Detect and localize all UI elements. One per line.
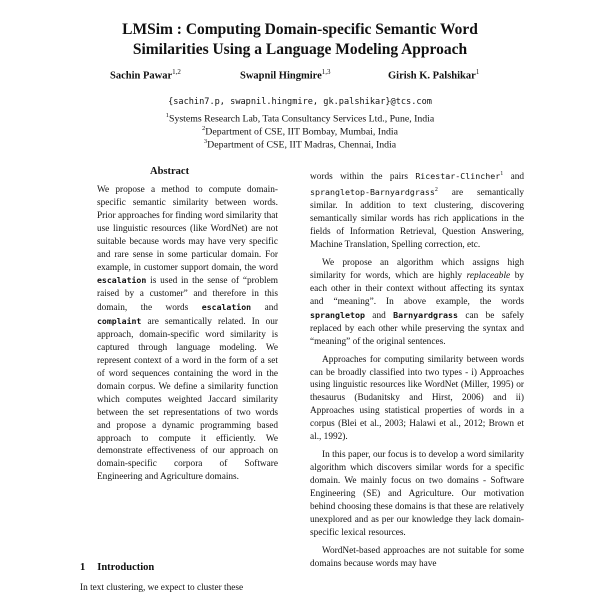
- affiliation-sup: 2: [202, 125, 206, 132]
- term-ricestar-clincher: Ricestar-Clincher: [415, 171, 501, 182]
- text: and: [503, 172, 525, 183]
- author-sup: 1: [475, 68, 480, 76]
- affiliation-text: Department of CSE, IIT Bombay, Mumbai, India: [205, 126, 398, 138]
- affiliation-3: [0, 135, 600, 151]
- author-2: [240, 68, 331, 82]
- author-1: [110, 68, 181, 82]
- section-heading-introduction: [80, 562, 154, 573]
- text: can be safely replaced by each other while preserving the syntax and “meaning” of the original sentences.: [310, 310, 524, 347]
- right-column: [310, 168, 524, 576]
- footnote-marker: 1: [500, 171, 504, 177]
- author-name: Sachin Pawar: [110, 70, 173, 82]
- emphasis: replaceable: [466, 270, 511, 281]
- paper-title: [0, 20, 600, 60]
- term-sprangletop: sprangletop: [310, 309, 365, 320]
- affiliation-text: Department of CSE, IIT Madras, Chennai, India: [207, 139, 397, 151]
- text: and: [364, 310, 394, 321]
- author-name: Swapnil Hingmire: [240, 70, 322, 82]
- abstract-text: and: [251, 303, 278, 314]
- term-escalation: escalation: [97, 275, 147, 286]
- abstract-text: are semantically related. In our approach, domain-specific word similarity is captured through language modeling. We represent context of a word in the form of a set of word sequences containing the word in the domain corpus. We define a similarity function which computes weighted Jaccard similarity between the set representations of two words and propose a dynamic programming based approach to compute it efficiently. We demonstrate effectiveness of our approach on domain-specific corpora of Software Engineering and Agriculture domains.: [97, 317, 278, 483]
- title-line-2: Similarities Using a Language Modeling Approach: [132, 41, 468, 58]
- paragraph: [310, 257, 524, 349]
- title-line-1: LMSim : Computing Domain-specific Semantic Word: [122, 21, 478, 38]
- author-3: [388, 68, 479, 82]
- affiliation-sup: 3: [203, 138, 208, 145]
- paragraph: In this paper, our focus is to develop a word similarity algorithm which discovers similar words for a specific domain. We mainly focus on two domains - Software Engineering (SE) and Agriculture. Our motivation behind choosing these domains is that these are relatively unexplored and as per our knowledge they lack domain-specific lexical resources.: [310, 450, 524, 538]
- term-sprangletop-barnyardgrass: sprangletop-Barnyardgrass: [310, 187, 435, 198]
- abstract-body: [97, 184, 278, 484]
- author-sup: 1,3: [321, 68, 331, 76]
- text: by each other in their context without affecting its syntax and “meaning”. In above example, the words: [310, 270, 524, 307]
- paragraph: Approaches for computing similarity between words can be broadly classified into two types - i) Approaches using linguistic resources like WordNet (Miller, 1995) or thesaurus (Budanitsky and Hirst, 2006) and ii) Approaches using statistical properties of words in a corpus (Blei et al., 2003; Halawi et al., 2012; Brown et al., 1992).: [310, 354, 524, 443]
- term-escalation: escalation: [201, 302, 252, 313]
- term-barnyardgrass: Barnyardgrass: [393, 309, 459, 320]
- author-name: Girish K. Palshikar: [388, 70, 476, 82]
- section-number: 1: [80, 562, 86, 573]
- introduction-first-line: In text clustering, we expect to cluster these: [80, 583, 244, 593]
- text: are semantically similar. In addition to text clustering, discovering semantically similar words has rich applications in the fields of Information Retrieval, Question Answering, Machine Translation, Spelling correction, etc.: [310, 188, 524, 250]
- author-emails: {sachin7.p, swapnil.hingmire, gk.palshikar}@tcs.com: [168, 97, 432, 107]
- author-sup: 1,2: [172, 68, 181, 76]
- abstract-text: is used in the sense of “problem raised by a customer” and therefore in this domain, the words: [97, 276, 278, 314]
- affiliation-sup: 1: [165, 112, 169, 119]
- paragraph: WordNet-based approaches are not suitable for some domains because words may have: [310, 545, 524, 569]
- text: We propose an algorithm which assigns high similarity for words, which are highly: [310, 257, 524, 281]
- abstract-text: We propose a method to compute domain-specific semantic similarity between words. Prior approaches for finding word similarity that use linguistic resources (like WordNet) are not suitable because words may have very specific and rare sense in some particular domain. For example, in customer support domain, the word: [97, 185, 278, 273]
- affiliation-text: Systems Research Lab, Tata Consultancy Services Ltd., Pune, India: [169, 113, 435, 125]
- paragraph: [310, 168, 524, 252]
- section-title: Introduction: [97, 562, 155, 573]
- footnote-marker: 2: [434, 187, 438, 194]
- abstract-heading: Abstract: [150, 166, 190, 177]
- text: words within the pairs: [310, 172, 416, 183]
- term-complaint: complaint: [97, 316, 142, 327]
